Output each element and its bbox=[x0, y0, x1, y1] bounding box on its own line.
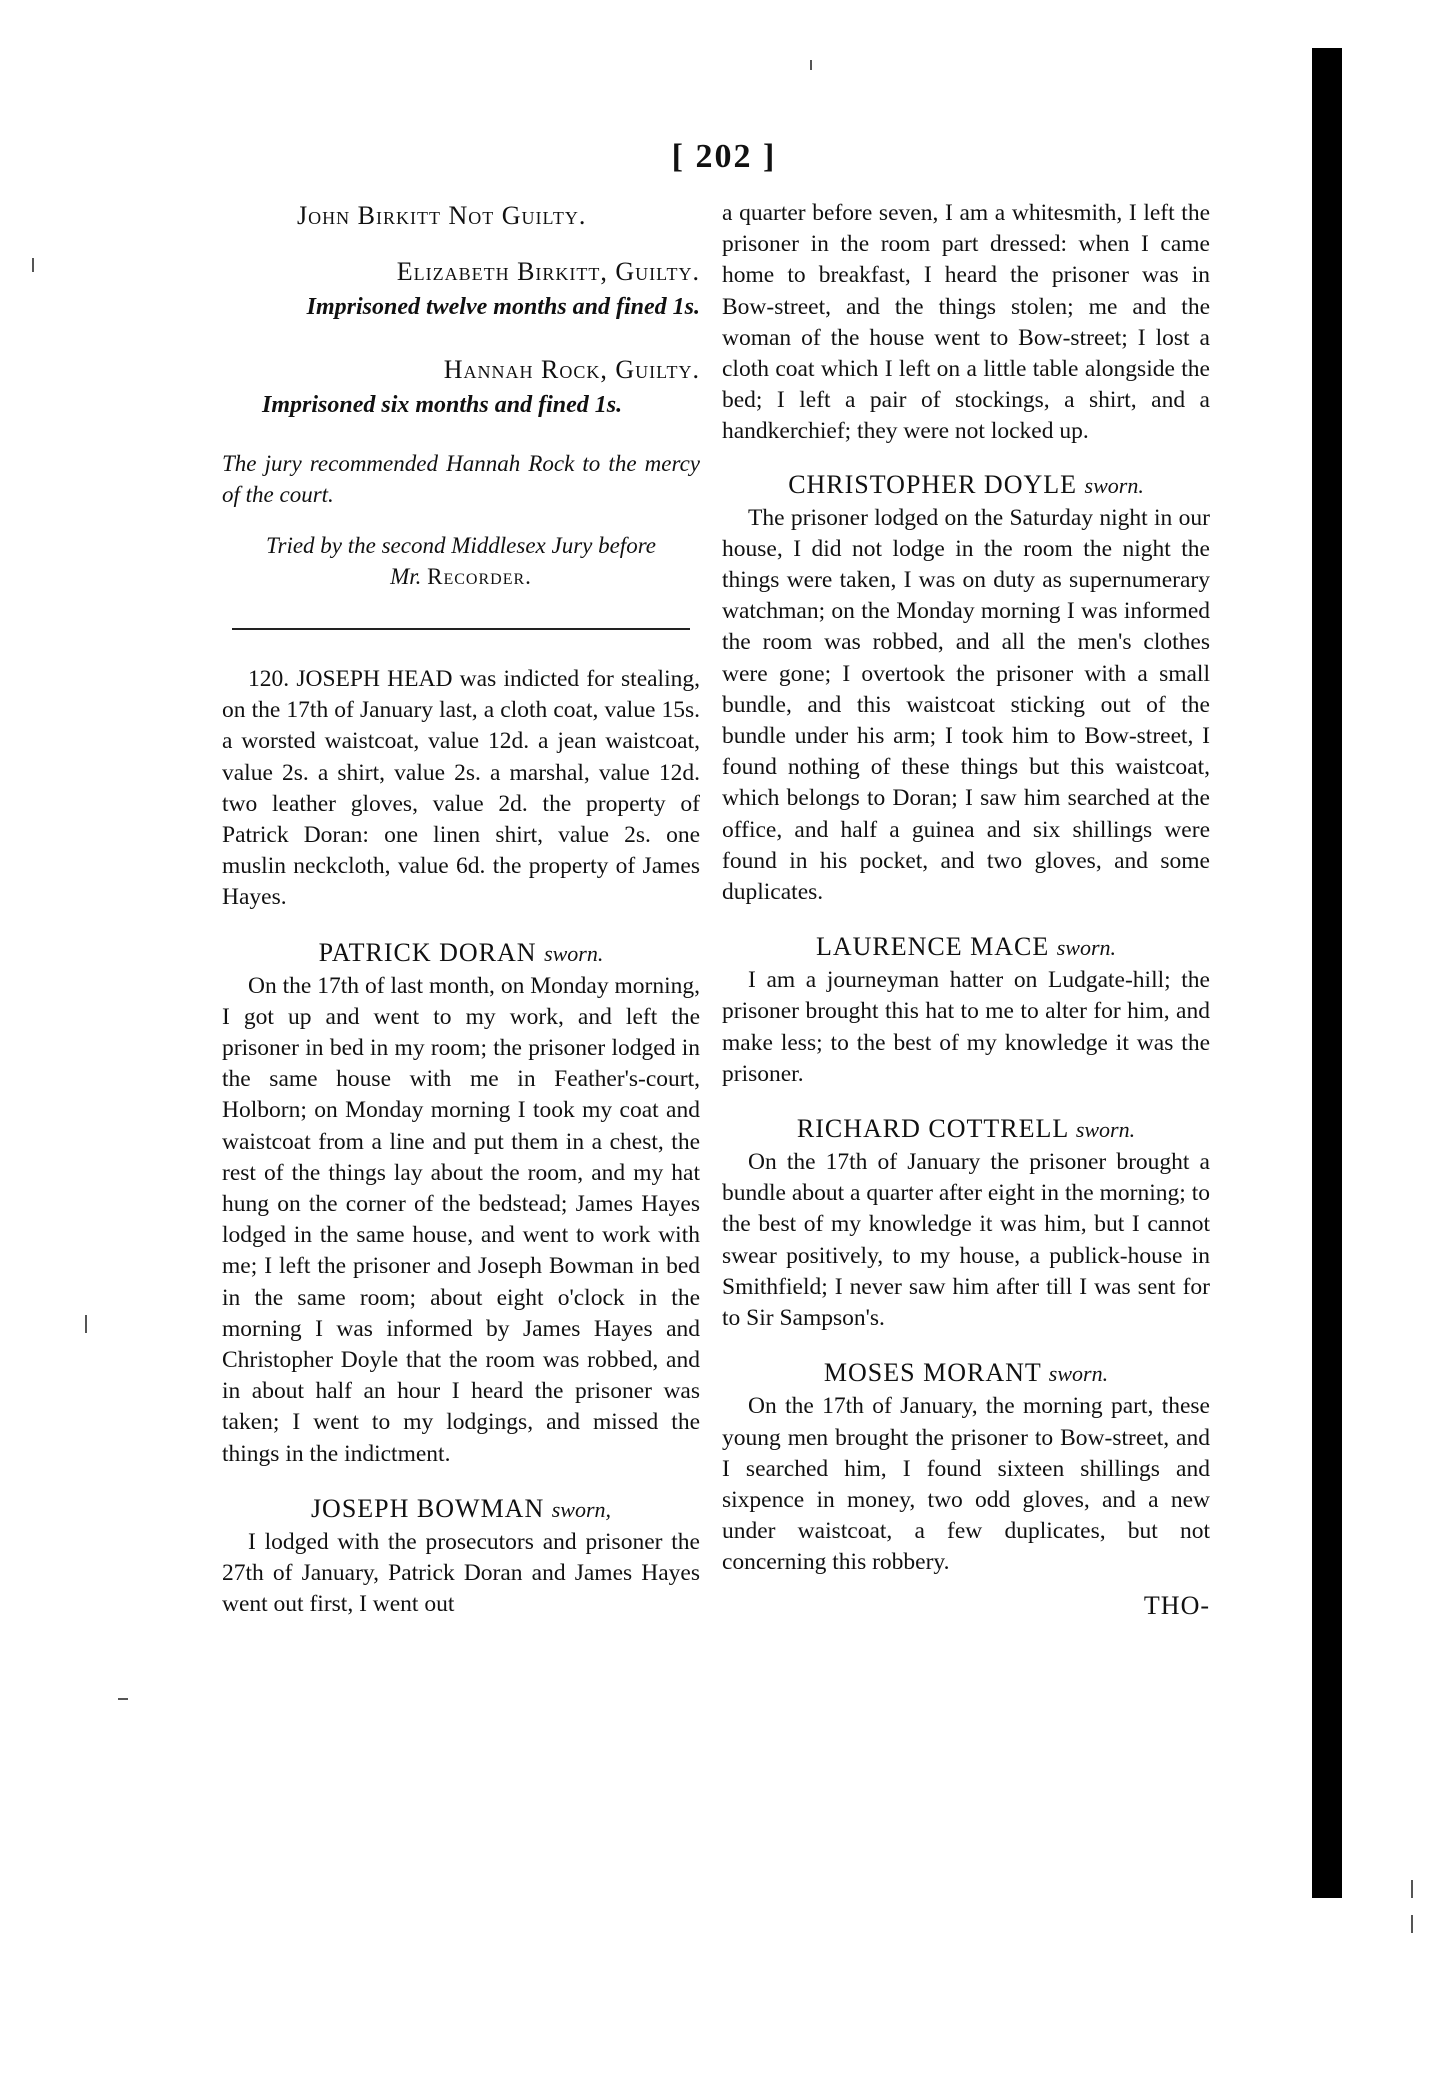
right-column bbox=[722, 198, 1210, 1623]
witness-heading-doran bbox=[222, 936, 700, 971]
sworn-label: sworn, bbox=[551, 1496, 612, 1522]
testimony-mace: I am a journeyman hatter on Ludgate-hill; the prisoner brought this hat to me to alter for him, and make less; to the best of my knowledge it was the prisoner. bbox=[722, 967, 1210, 1087]
trial-note-mr: Mr. bbox=[390, 564, 422, 589]
jury-recommendation: The jury recommended Hannah Rock to the mercy of the court. bbox=[222, 451, 700, 507]
witness-name: CHRISTOPHER DOYLE bbox=[788, 469, 1078, 499]
sworn-label: sworn. bbox=[1075, 1117, 1136, 1143]
catchword: THO- bbox=[1143, 1590, 1210, 1620]
left-column bbox=[222, 198, 700, 1620]
witness-heading-morant bbox=[722, 1356, 1210, 1391]
scan-speck bbox=[85, 1315, 87, 1333]
scan-speck bbox=[1411, 1880, 1413, 1898]
witness-name: RICHARD COTTRELL bbox=[796, 1114, 1069, 1144]
witness-name: JOSEPH BOWMAN bbox=[310, 1493, 545, 1523]
verdict-elizabeth-birkitt: Elizabeth Birkitt, Guilty. bbox=[396, 257, 700, 286]
trial-note-line: Tried by the second Middlesex Jury before bbox=[265, 533, 657, 558]
witness-name: MOSES MORANT bbox=[823, 1358, 1042, 1388]
witness-heading-cottrell bbox=[722, 1112, 1210, 1147]
page-number: [ 202 ] bbox=[671, 138, 777, 175]
verdict-john-birkitt: John Birkitt Not Guilty. bbox=[297, 201, 587, 230]
testimony-bowman: I lodged with the prosecutors and prisoner the 27th of January, Patrick Doran and James Hayes went out first, I went out bbox=[222, 1528, 700, 1618]
witness-name: PATRICK DORAN bbox=[318, 937, 537, 967]
witness-heading-doyle bbox=[722, 468, 1210, 503]
testimony-cottrell: On the 17th of January the prisoner brought a bundle about a quarter after eight in the morning; to the best of my knowledge it was him, but I cannot swear positively, to my house, a publick-house in Smithfield; I never saw him after till I was sent for to Sir Sampson's. bbox=[722, 1149, 1210, 1332]
witness-heading-mace bbox=[722, 930, 1210, 965]
sworn-label: sworn. bbox=[1048, 1361, 1109, 1387]
verdict-hannah-rock: Hannah Rock, Guilty. bbox=[443, 355, 700, 384]
scan-speck bbox=[118, 1698, 128, 1700]
scan-edge-shadow bbox=[1312, 48, 1342, 1898]
trial-note-recorder: Recorder. bbox=[427, 564, 532, 589]
testimony-doyle: The prisoner lodged on the Saturday night in our house, I did not lodge in the room the night the things were taken, I was on duty as supernumerary watchman; on the Monday morning I was informed the room was robbed, and all the men's clothes were gone; I overtook the prisoner with a small bundle, and this waistcoat sticking out of the bundle under his arm; I took him to Bow-street, I found nothing of these things but this waistcoat, which belongs to Doran; I saw him searched at the office, and half a guinea and six shillings were found in his pocket, and two gloves, and some duplicates. bbox=[722, 504, 1210, 906]
sworn-label: sworn. bbox=[544, 940, 604, 966]
section-divider bbox=[232, 628, 690, 630]
trial-note bbox=[222, 530, 700, 592]
testimony-doran: On the 17th of last month, on Monday morning, I got up and went to my work, and left the prisoner in bed in my room; the prisoner lodged in the same house with me in Feather's-court, Holborn; on Monday morning I took my coat and waistcoat from a line and put them in a chest, the rest of the things lay about the room, and my hat hung on the corner of the bedstead; James Hayes lodged in the same house, and went to work with me; I left the prisoner and Joseph Bowman in bed in the same room; about eight o'clock in the morning I was informed by James Hayes and Christopher Doyle that the room was robbed, and in about half an hour I heard the prisoner was taken; I went to my lodgings, and missed the things in the indictment. bbox=[222, 972, 700, 1467]
witness-name: LAURENCE MACE bbox=[815, 932, 1050, 962]
sentence-hannah-rock: Imprisoned six months and fined 1s. bbox=[262, 392, 623, 418]
witness-heading-bowman bbox=[222, 1492, 700, 1527]
sentence-elizabeth-birkitt: Imprisoned twelve months and fined 1s. bbox=[306, 294, 700, 320]
scan-speck bbox=[810, 60, 812, 70]
sworn-label: sworn. bbox=[1084, 472, 1144, 498]
scan-speck bbox=[32, 258, 34, 272]
scan-speck bbox=[1411, 1915, 1413, 1933]
testimony-bowman-continued: a quarter before seven, I am a whitesmith, I left the prisoner in the room part dressed: when I came home to breakfast, I heard the prisoner was in Bow-street, and the things stolen; me and the woman of the house went to Bow-street; I lost a cloth coat which I left on a little table alongside the bed; I left a pair of stockings, a shirt, and a handkerchief; they were not locked up. bbox=[722, 200, 1210, 445]
indictment-paragraph: 120. JOSEPH HEAD was indicted for stealing, on the 17th of January last, a cloth coat, value 15s. a worsted waistcoat, value 12d. a jean waistcoat, value 2s. a shirt, value 2s. a marshal, value 12d. two leather gloves, value 2d. the property of Patrick Doran: one linen shirt, value 2s. one muslin neckcloth, value 6d. the property of James Hayes. bbox=[222, 666, 700, 911]
sworn-label: sworn. bbox=[1056, 935, 1117, 961]
testimony-morant: On the 17th of January, the morning part, these young men brought the prisoner to Bow-street, and I searched him, I found sixteen shillings and sixpence in money, two odd gloves, and a new under waistcoat, a few duplicates, but not concerning this robbery. bbox=[722, 1393, 1210, 1576]
